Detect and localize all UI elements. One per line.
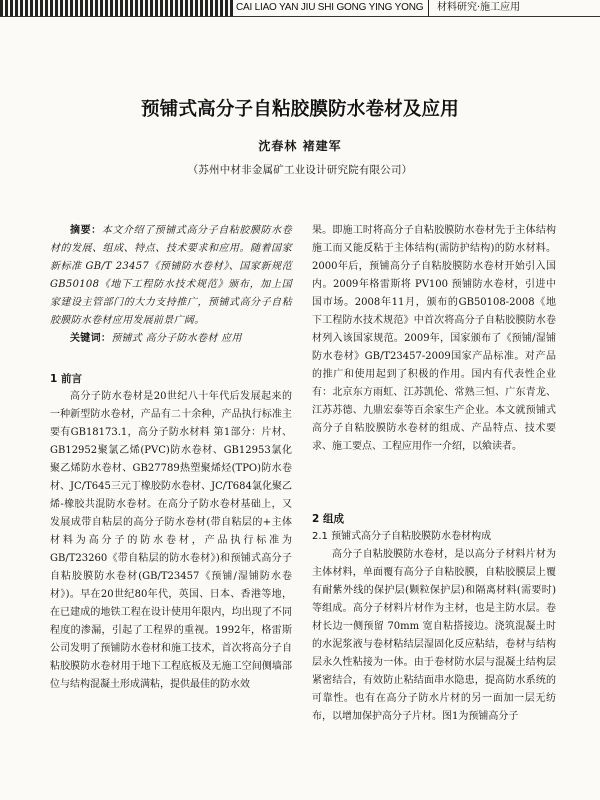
keywords-line bbox=[50, 330, 292, 348]
abstract-text: 本文介绍了预铺式高分子自粘胶膜防水卷材的发展、组成、特点、技术要求和应用。随着国家新标准 GB/T 23457《预铺防水卷材》、国家新规范 GB50108《地下工程防水技术规范》颁布，加上国家建设主管部门的大力支持推广，预铺式高分子自粘胶膜防水卷材应用发展前景广阔。 bbox=[50, 225, 292, 326]
header-pinyin: CAI LIAO YAN JIU SHI GONG YING YONG bbox=[236, 2, 424, 13]
right-column bbox=[312, 222, 556, 762]
article-title: 预铺式高分子自粘胶膜防水卷材及应用 bbox=[141, 99, 459, 120]
article-affiliation: （苏州中材非金属矿工业设计研究院有限公司） bbox=[187, 164, 413, 176]
section2-heading: 2 组成 bbox=[312, 513, 344, 525]
header-section-label: 材料研究·施工应用 bbox=[437, 2, 521, 13]
section2-paragraph: 高分子自粘胶膜防水卷材，是以高分子材料片材为主体材料，单面覆有高分子自粘胶膜，自粘胶膜层上覆有耐紫外线的保护层(颗粒保护层)和隔离材料(需要时)等组成。高分子材料片材作为主材，也是主防水层。卷材长边一侧预留 70mm 宽自粘搭接边。浇筑混凝土时的水泥浆液与卷材粘结层湿固化反应粘结，卷材与结构层永久性粘接为一体。由于卷材防水层与混凝土结构层紧密结合，有效防止粘结面串水隐患，提高防水系统的可靠性。也有在高分子防水片材的另一面加一层无纺布，以增加保护高分子片材。图1为预铺高分子 bbox=[312, 549, 556, 722]
header-hatch-decoration bbox=[0, 0, 235, 16]
header-rule bbox=[0, 16, 600, 17]
article-authors: 沈春林 褚建军 bbox=[258, 139, 342, 153]
left-column bbox=[50, 222, 292, 800]
section1-heading: 1 前言 bbox=[50, 373, 82, 385]
section1-paragraph-continued: 果。即施工时将高分子自粘胶膜防水卷材先于主体结构施工而又能反粘于主体结构(需防护结构)的防水材料。2000年后，预铺高分子自粘胶膜防水卷材开始引入国内。2009年格雷斯将 PV100 预铺防水卷材，引进中国市场。2008年11月，颁布的GB50108-2008《地下工程防水技术规范》中首次将高分子自粘胶膜防水卷材列入该国家规范。2009年，国家颁布了《预铺/湿铺防水卷材》GB/T23457-2009国家产品标准。对产品的推广和使用起到了积极的作用。国内有代表性企业有：北京东方雨虹、江苏凯伦、常熟三恒、广东青龙、江苏苏德、九鼎宏泰等百余家生产企业。本文就预铺式高分子自粘胶膜防水卷材的组成、产品特点、技术要求、施工要点、工程应用作一介绍，以飨读者。 bbox=[312, 225, 556, 452]
header-divider bbox=[428, 0, 429, 16]
abstract-paragraph bbox=[50, 222, 292, 330]
keywords-text: 预铺式 高分子防水卷材 应用 bbox=[111, 333, 242, 344]
abstract-block bbox=[50, 222, 292, 348]
section1-paragraph: 高分子防水卷材是20世纪八十年代后发展起来的一种新型防水卷材，产品有二十余种，产品执行标准主要有GB18173.1，高分子防水材料 第1部分：片材、GB12952聚氯乙烯(PVC)防水卷材、GB12953氯化聚乙烯防水卷材、GB27789热塑聚烯烃(TPO)防水卷材、JC/T645三元丁橡胶防水卷材、JC/T684氯化聚乙烯-橡胶共混防水卷材。在高分子防水卷材基础上，又发展成带自粘层的高分子防水卷材(带自粘层的+主体材料为高分子的防水卷材，产品执行标准为GB/T23260《带自粘层的防水卷材》)和预铺式高分子自粘胶膜防水卷材(GB/T23457《预铺/湿铺防水卷材》)。早在20世纪80年代，英国、日本、香港等地，在已建成的地铁工程在设计使用年限内，均出现了不同程度的渗漏，引起了工程界的重视。1992年，格雷斯公司发明了预铺防水卷材和施工技术，首次将高分子自粘胶膜防水卷材用于地下工程底板及无施工空间侧墙部位与结构混凝土形成满粘，提供最佳的防水效 bbox=[50, 391, 292, 690]
section2-subheading: 2.1 预铺式高分子自粘胶膜防水卷材构成 bbox=[312, 531, 492, 542]
running-header bbox=[0, 0, 600, 16]
abstract-label: 摘要： bbox=[70, 225, 102, 236]
keywords-label: 关键词： bbox=[70, 333, 112, 344]
